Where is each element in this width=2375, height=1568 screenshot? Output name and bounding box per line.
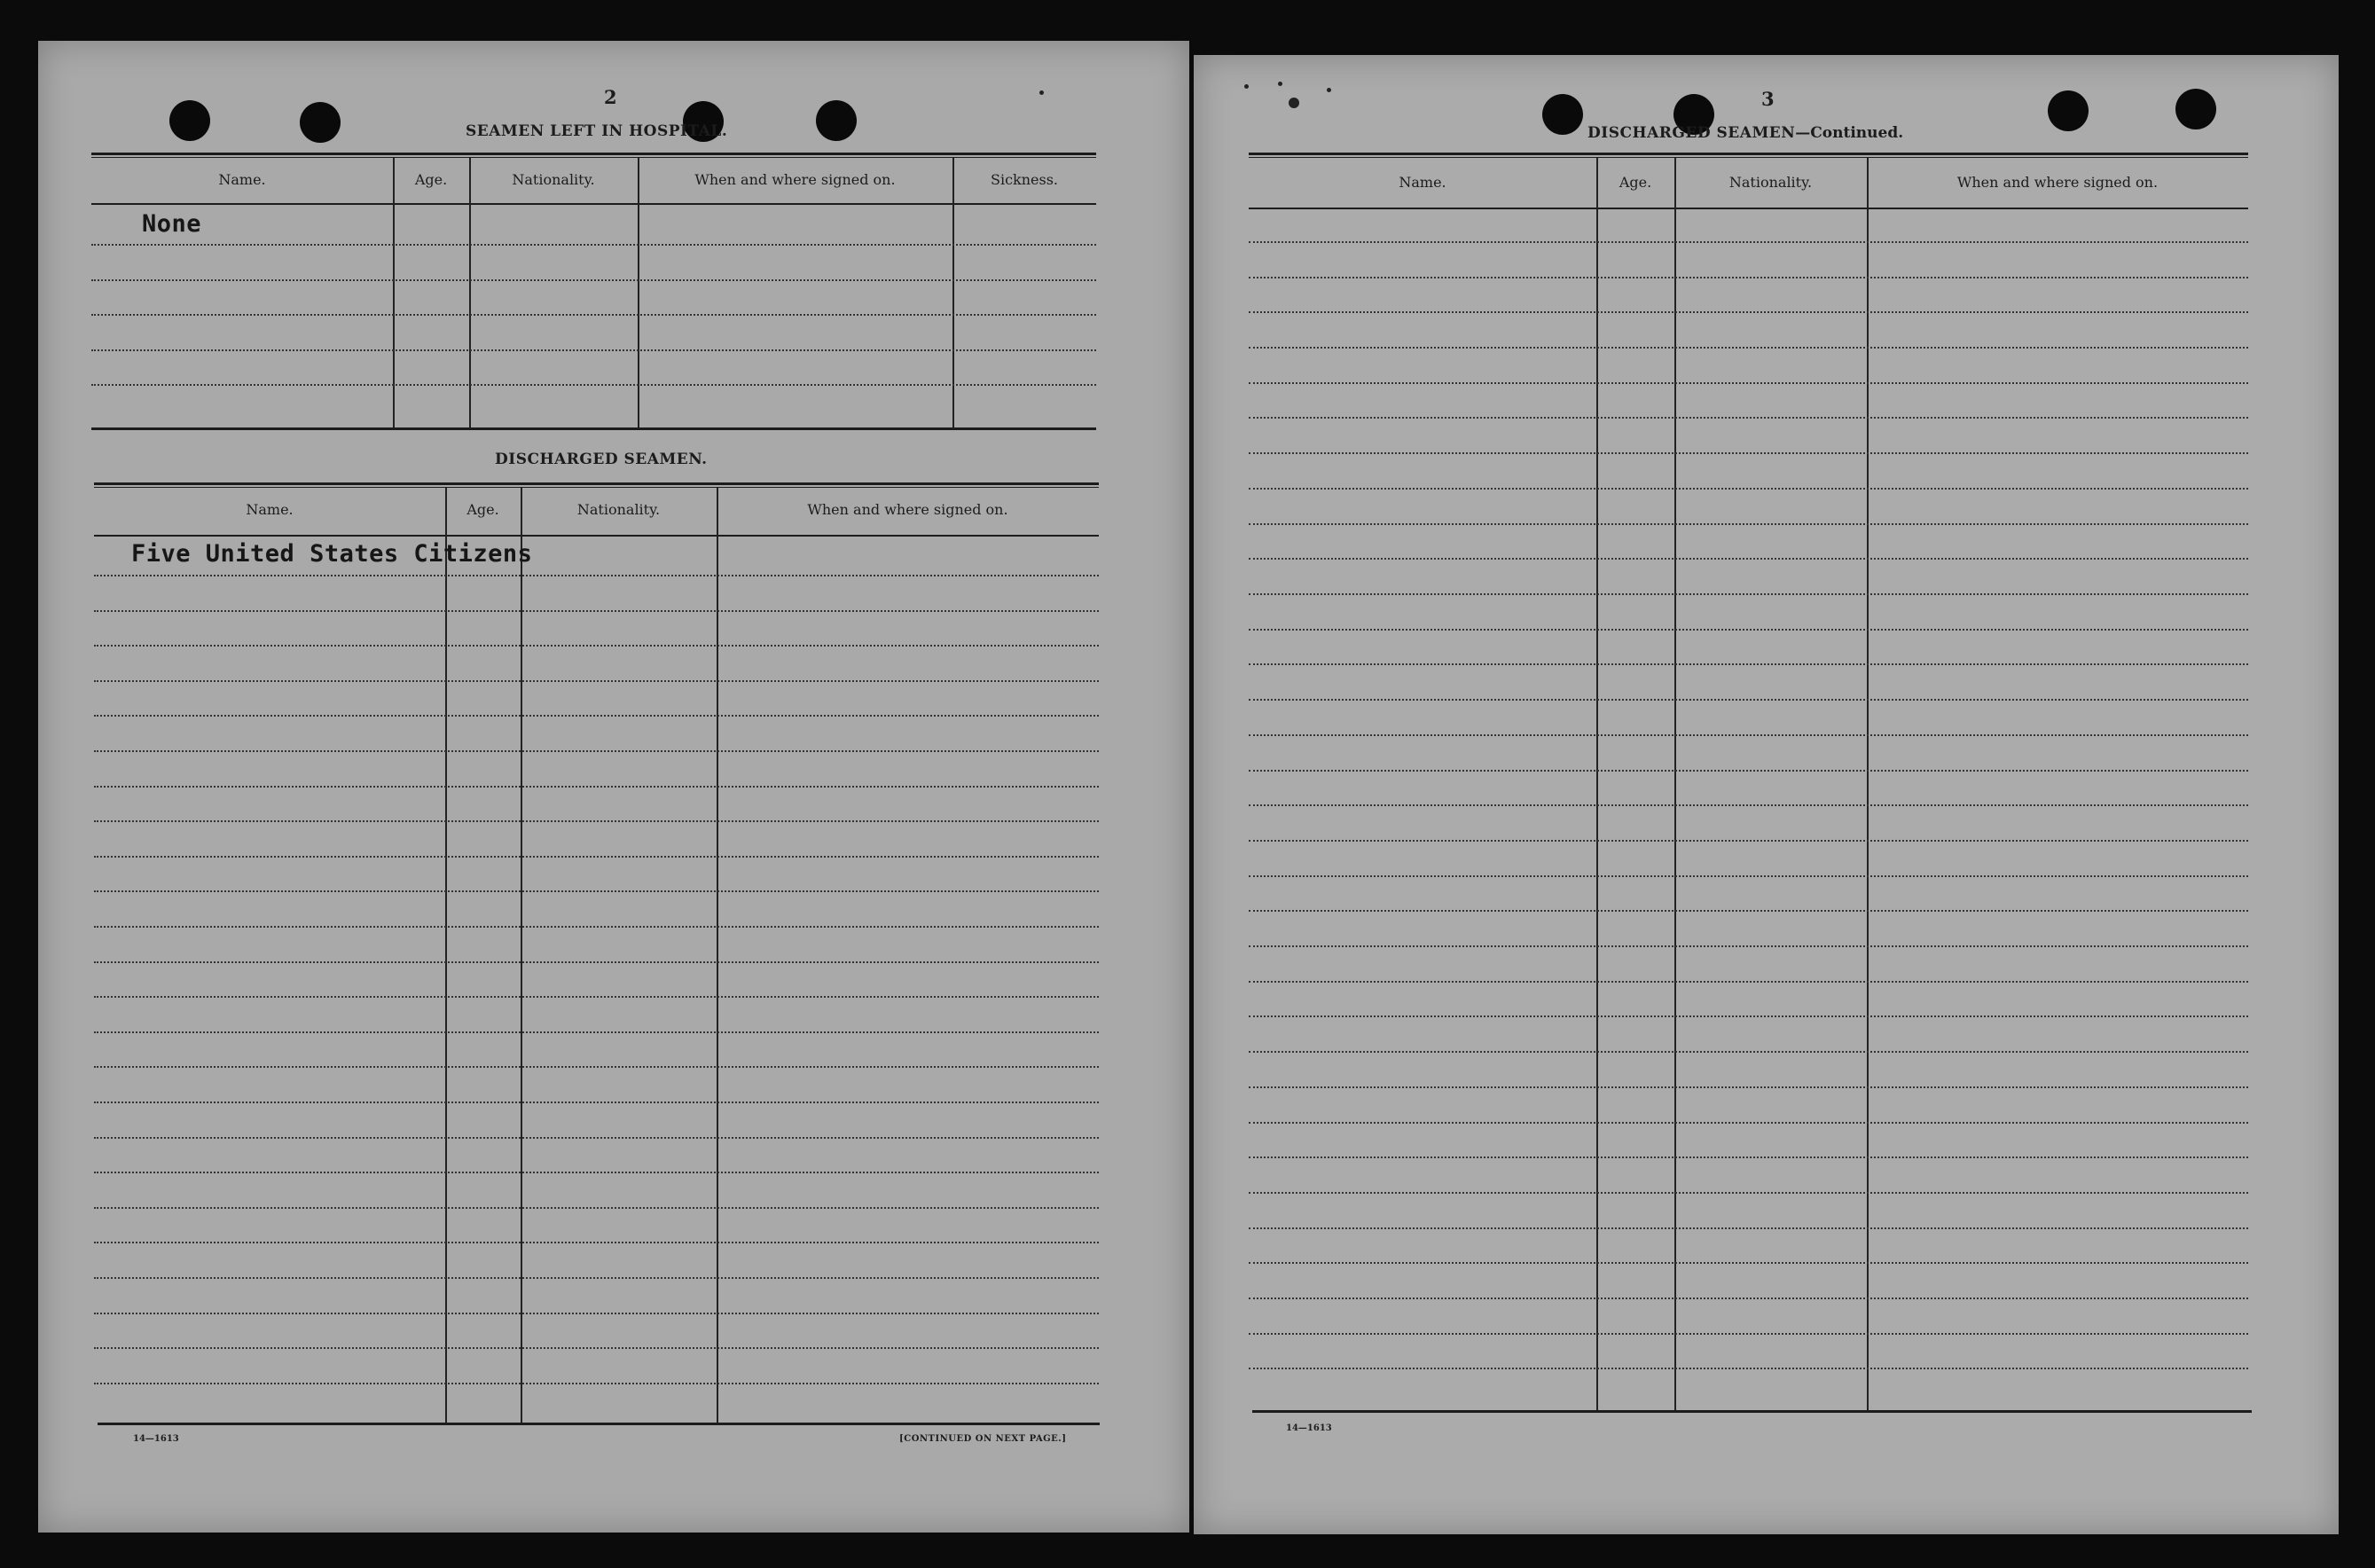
discharged-row-line bbox=[94, 610, 1099, 612]
hospital-column-divider bbox=[469, 158, 471, 427]
hospital-column-header: When and where signed on. bbox=[694, 171, 896, 188]
discharged-row-line bbox=[94, 1277, 1099, 1279]
right-row-line bbox=[1249, 770, 2248, 772]
hospital-row-line bbox=[91, 384, 1096, 386]
discharged-column-header: Age. bbox=[466, 501, 499, 518]
right-row-line bbox=[1249, 910, 2248, 912]
discharged-row-line bbox=[94, 996, 1099, 998]
discharged-column-header: Nationality. bbox=[576, 501, 661, 518]
discharged-column-header: Name. bbox=[246, 501, 294, 518]
discharged-row-line bbox=[94, 575, 1099, 576]
ink-speck bbox=[1244, 84, 1249, 89]
right-row-line bbox=[1249, 629, 2248, 631]
continued-note: [CONTINUED ON NEXT PAGE.] bbox=[899, 1434, 1067, 1444]
hospital-row-line bbox=[91, 244, 1096, 246]
discharged-row-line bbox=[94, 1172, 1099, 1173]
hospital-bottom-rule bbox=[91, 427, 1096, 430]
discharged-entry: Five United States Citizens bbox=[131, 540, 533, 568]
right-row-line bbox=[1249, 875, 2248, 877]
right-row-line bbox=[1249, 523, 2248, 525]
ink-speck bbox=[1278, 82, 1282, 86]
discharged-row-line bbox=[94, 750, 1099, 752]
ink-speck bbox=[1327, 88, 1331, 92]
punch-hole bbox=[1542, 94, 1583, 135]
right-row-line bbox=[1249, 1086, 2248, 1088]
right-row-line bbox=[1249, 1015, 2248, 1017]
right-bottom-rule bbox=[1252, 1410, 2252, 1413]
punch-hole bbox=[169, 100, 210, 141]
discharged-row-line bbox=[94, 645, 1099, 647]
right-row-line bbox=[1249, 1368, 2248, 1369]
right-row-line bbox=[1249, 593, 2248, 595]
hospital-row-line bbox=[91, 314, 1096, 316]
discharged-row-line bbox=[94, 1137, 1099, 1139]
discharged-row-line bbox=[94, 715, 1099, 717]
form-number-left: 14—1613 bbox=[133, 1434, 179, 1444]
right-row-line bbox=[1249, 1262, 2248, 1264]
discharged-row-line bbox=[94, 1383, 1099, 1384]
right-row-line bbox=[1249, 277, 2248, 278]
discharged-column-divider bbox=[717, 488, 718, 1423]
punch-hole bbox=[2175, 89, 2216, 129]
punch-hole bbox=[300, 102, 341, 143]
discharged-column-divider bbox=[521, 488, 522, 1423]
discharged-row-line bbox=[94, 786, 1099, 788]
discharged-column-divider bbox=[445, 488, 447, 1423]
discharged-top-rule bbox=[94, 482, 1099, 485]
discharged-row-line bbox=[94, 1066, 1099, 1068]
right-column-header: Age. bbox=[1619, 174, 1652, 191]
right-row-line bbox=[1249, 382, 2248, 384]
discharged-bottom-rule bbox=[98, 1423, 1100, 1425]
right-row-line bbox=[1249, 417, 2248, 419]
discharged-row-line bbox=[94, 1031, 1099, 1033]
discharged-row-line bbox=[94, 1102, 1099, 1103]
right-column-divider bbox=[1674, 158, 1676, 1410]
right-row-line bbox=[1249, 1051, 2248, 1053]
right-row-line bbox=[1249, 1122, 2248, 1124]
right-row-line bbox=[1249, 663, 2248, 665]
right-header-rule bbox=[1249, 208, 2248, 209]
hospital-header-rule bbox=[91, 203, 1096, 205]
hospital-top-rule-2 bbox=[91, 157, 1096, 158]
discharged-row-line bbox=[94, 890, 1099, 892]
page-number-right: 3 bbox=[1761, 88, 1775, 110]
discharged-row-line bbox=[94, 926, 1099, 928]
right-top-rule-2 bbox=[1249, 157, 2248, 158]
hospital-column-header: Name. bbox=[218, 171, 266, 188]
right-row-line bbox=[1249, 945, 2248, 947]
discharged-row-line bbox=[94, 680, 1099, 682]
right-row-line bbox=[1249, 347, 2248, 349]
discharged-row-line bbox=[94, 961, 1099, 963]
discharged-section-title: DISCHARGED SEAMEN. bbox=[495, 451, 708, 468]
hospital-section-title: SEAMEN LEFT IN HOSPITAL. bbox=[466, 122, 728, 140]
right-column-divider bbox=[1596, 158, 1598, 1410]
right-row-line bbox=[1249, 1192, 2248, 1194]
discharged-continued-title-main: DISCHARGED SEAMEN bbox=[1587, 124, 1796, 142]
form-number-right: 14—1613 bbox=[1286, 1423, 1332, 1433]
right-row-line bbox=[1249, 241, 2248, 243]
right-row-line bbox=[1249, 1156, 2248, 1158]
discharged-row-line bbox=[94, 1207, 1099, 1209]
discharged-header-rule bbox=[94, 535, 1099, 537]
right-row-line bbox=[1249, 981, 2248, 983]
hospital-column-divider bbox=[638, 158, 639, 427]
right-column-header: Name. bbox=[1399, 174, 1446, 191]
discharged-row-line bbox=[94, 820, 1099, 822]
hospital-column-header: Age. bbox=[414, 171, 448, 188]
discharged-row-line bbox=[94, 1347, 1099, 1349]
hospital-column-header: Nationality. bbox=[512, 171, 595, 188]
right-row-line bbox=[1249, 804, 2248, 806]
right-row-line bbox=[1249, 1333, 2248, 1335]
discharged-column-header: When and where signed on. bbox=[807, 501, 1008, 518]
punch-hole bbox=[816, 100, 857, 141]
hospital-column-divider bbox=[393, 158, 395, 427]
right-top-rule bbox=[1249, 153, 2248, 155]
right-row-line bbox=[1249, 558, 2248, 560]
right-column-divider bbox=[1867, 158, 1869, 1410]
discharged-continued-suffix: —Continued. bbox=[1795, 124, 1904, 142]
ink-speck bbox=[1289, 98, 1299, 108]
discharged-row-line bbox=[94, 1313, 1099, 1314]
hospital-entry: None bbox=[142, 210, 202, 238]
right-row-line bbox=[1249, 488, 2248, 490]
right-row-line bbox=[1249, 734, 2248, 736]
right-row-line bbox=[1249, 1227, 2248, 1229]
right-row-line bbox=[1249, 840, 2248, 842]
discharged-row-line bbox=[94, 856, 1099, 858]
hospital-column-header: Sickness. bbox=[990, 171, 1058, 188]
discharged-continued-title bbox=[1587, 124, 1903, 142]
discharged-row-line bbox=[94, 1242, 1099, 1243]
hospital-top-rule bbox=[91, 153, 1096, 155]
page-number-left: 2 bbox=[604, 86, 617, 108]
hospital-row-line bbox=[91, 279, 1096, 281]
right-column-header: Nationality. bbox=[1728, 174, 1813, 191]
right-row-line bbox=[1249, 452, 2248, 454]
right-row-line bbox=[1249, 699, 2248, 701]
ink-speck bbox=[1039, 90, 1044, 95]
right-column-header: When and where signed on. bbox=[1956, 174, 2159, 191]
discharged-top-rule-2 bbox=[94, 487, 1099, 488]
hospital-row-line bbox=[91, 349, 1096, 351]
right-row-line bbox=[1249, 1298, 2248, 1299]
punch-hole bbox=[2048, 90, 2089, 131]
hospital-column-divider bbox=[952, 158, 954, 427]
right-row-line bbox=[1249, 311, 2248, 313]
